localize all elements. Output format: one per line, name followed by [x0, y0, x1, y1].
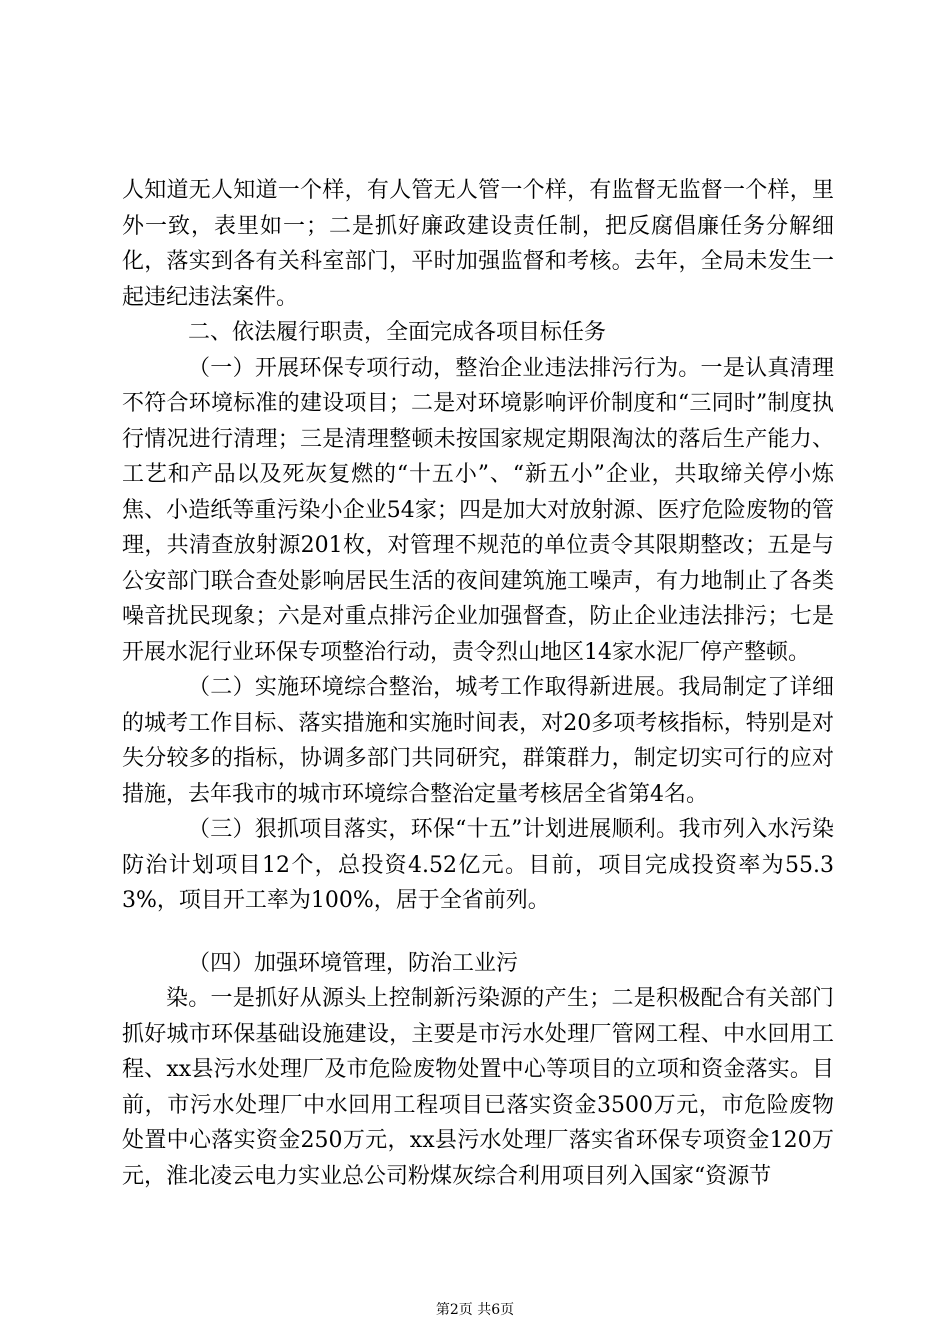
paragraph-item-2: （二）实施环境综合整治，城考工作取得新进展。我局制定了详细的城考工作目标、落实措施和实施时间表，对20多项考核指标，特别是对失分较多的指标，协调多部门共同研究，群策群力，制定切实可行的应对措施，去年我市的城市环境综合整治定量考核居全省第4名。 — [122, 675, 834, 807]
paragraph-continuation: 人知道无人知道一个样，有人管无人管一个样，有监督无监督一个样，里外一致，表里如一；二是抓好廉政建设责任制，把反腐倡廉任务分解细化，落实到各有关科室部门，平时加强监督和考核。去年，全局未发生一起违纪违法案件。 — [122, 178, 834, 310]
body-text — [122, 173, 834, 1194]
section-heading: 二、依法履行职责，全面完成各项目标任务 — [188, 320, 607, 345]
paragraph-item-1: （一）开展环保专项行动，整治企业违法排污行为。一是认真清理不符合环境标准的建设项目；二是对环境影响评价制度和“三同时”制度执行情况进行清理；三是清理整顿未按国家规定期限淘汰的落后生产能力、工艺和产品以及死灰复燃的“十五小”、“新五小”企业，共取缔关停小炼焦、小造纸等重污染小企业54家；四是加大对放射源、医疗危险废物的管理，共清查放射源201枚，对管理不规范的单位责令其限期整改；五是与公安部门联合查处影响居民生活的夜间建筑施工噪声，有力地制止了各类噪音扰民现象；六是对重点排污企业加强督查，防止企业违法排污；七是开展水泥行业环保专项整治行动，责令烈山地区14家水泥厂停产整顿。 — [122, 355, 834, 665]
paragraph-item-4-body: 染。一是抓好从源头上控制新污染源的产生；二是积极配合有关部门抓好城市环保基础设施建设，主要是市污水处理厂管网工程、中水回用工程、xx县污水处理厂及市危险废物处置中心等项目的立项和资金落实。目前，市污水处理厂中水回用工程项目已落实资金3500万元，市危险废物处置中心落实资金250万元，xx县污水处理厂落实省环保专项资金120万元，淮北凌云电力实业总公司粉煤灰综合利用项目列入国家“资源节 — [122, 986, 834, 1189]
page-footer: 第2页 共6页 — [435, 1302, 515, 1318]
paragraph-item-3: （三）狠抓项目落实，环保“十五”计划进展顺利。我市列入水污染防治计划项目12个，总投资4.52亿元。目前，项目完成投资率为55.33%，项目开工率为100%，居于全省前列。 — [122, 817, 834, 913]
paragraph-item-4-heading: （四）加强环境管理，防治工业污 — [188, 950, 519, 976]
